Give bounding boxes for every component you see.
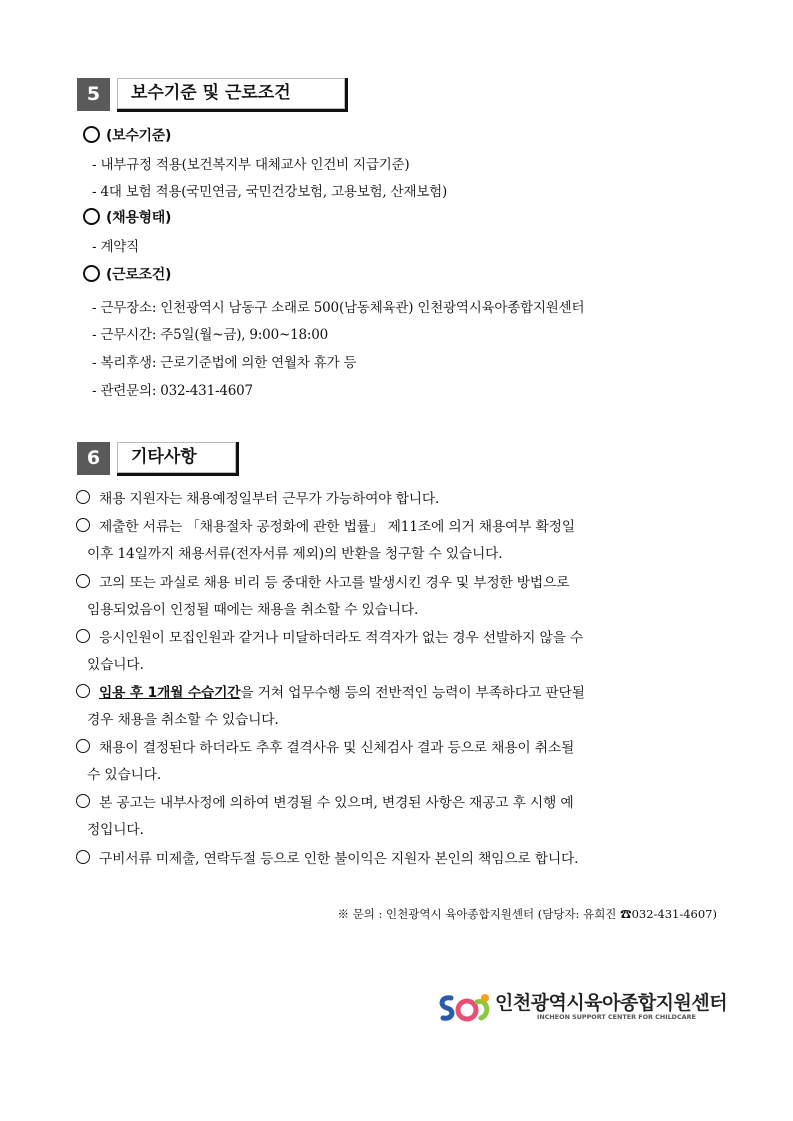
note-item: 채용이 결정된다 하더라도 추후 결격사유 및 신체검사 결과 등으로 채용이 취소될 수 있습니다. [76,735,716,789]
employment-item: - 계약직 [92,239,139,255]
group-conditions-heading: (근로조건) [83,264,171,284]
circle-bullet-icon [76,629,90,643]
section-5-number: 5 [77,78,110,111]
note-item: 본 공고는 내부사정에 의하여 변경될 수 있으며, 변경된 사항은 재공고 후 시행 예 정입니다. [76,790,716,844]
group-employment-heading: (채용형태) [83,207,171,227]
note-item: 응시인원이 모집인원과 같거나 미달하더라도 적격자가 없는 경우 선발하지 않을 수 있습니다. [76,625,716,679]
logo-name-english: INCHEON SUPPORT CENTER FOR CHILDCARE [537,1013,696,1021]
contact-info: ※ 문의 : 인천광역시 육아종합지원센터 (담당자: 유희진 ☎032-431-4607) [337,907,717,921]
center-logo-mark-icon [437,988,493,1028]
circle-bullet-icon [76,850,90,864]
conditions-item: - 근무시간: 주5일(월~금), 9:00~18:00 [92,327,328,343]
pay-item: - 내부규정 적용(보건복지부 대체교사 인건비 지급기준) [92,157,410,173]
circle-bullet-icon [83,126,100,143]
probation-highlight: 임용 후 1개월 수습기간 [99,685,241,701]
conditions-item: - 관련문의: 032-431-4607 [92,383,253,399]
section-5-header [77,78,349,111]
section-6-header [77,442,240,475]
circle-bullet-icon [76,684,90,698]
circle-bullet-icon [76,739,90,753]
circle-bullet-icon [76,490,90,504]
circle-bullet-icon [83,265,100,282]
section-5-title: 보수기준 및 근로조건 [117,78,348,112]
center-logo [437,988,728,1028]
circle-bullet-icon [76,574,90,588]
conditions-item: - 근무장소: 인천광역시 남동구 소래로 500(남동체육관) 인천광역시육아종합지원센터 [92,300,585,316]
pay-item: - 4대 보험 적용(국민연금, 국민건강보험, 고용보험, 산재보험) [92,184,448,200]
note-item: 고의 또는 과실로 채용 비리 등 중대한 사고를 발생시킨 경우 및 부정한 방법으로 임용되었음이 인정될 때에는 채용을 취소할 수 있습니다. [76,570,716,624]
circle-bullet-icon [76,794,90,808]
circle-bullet-icon [83,208,100,225]
section-6-title: 기타사항 [117,442,239,476]
note-item: 임용 후 1개월 수습기간을 거쳐 업무수행 등의 전반적인 능력이 부족하다고 판단될 경우 채용을 취소할 수 있습니다. [76,680,716,734]
section-6-number: 6 [77,442,110,475]
logo-name-korean: 인천광역시육아종합지원센터 [495,992,728,1014]
circle-bullet-icon [76,518,90,532]
group-pay-heading: (보수기준) [83,125,171,145]
note-item: 채용 지원자는 채용예정일부터 근무가 가능하여야 합니다. [76,486,716,513]
note-item: 구비서류 미제출, 연락두절 등으로 인한 불이익은 지원자 본인의 책임으로 합니다. [76,846,716,873]
note-item: 제출한 서류는 「채용절차 공정화에 관한 법률」 제11조에 의거 채용여부 확정일 이후 14일까지 채용서류(전자서류 제외)의 반환을 청구할 수 있습니다. [76,514,716,568]
conditions-item: - 복리후생: 근로기준법에 의한 연월차 휴가 등 [92,355,357,371]
